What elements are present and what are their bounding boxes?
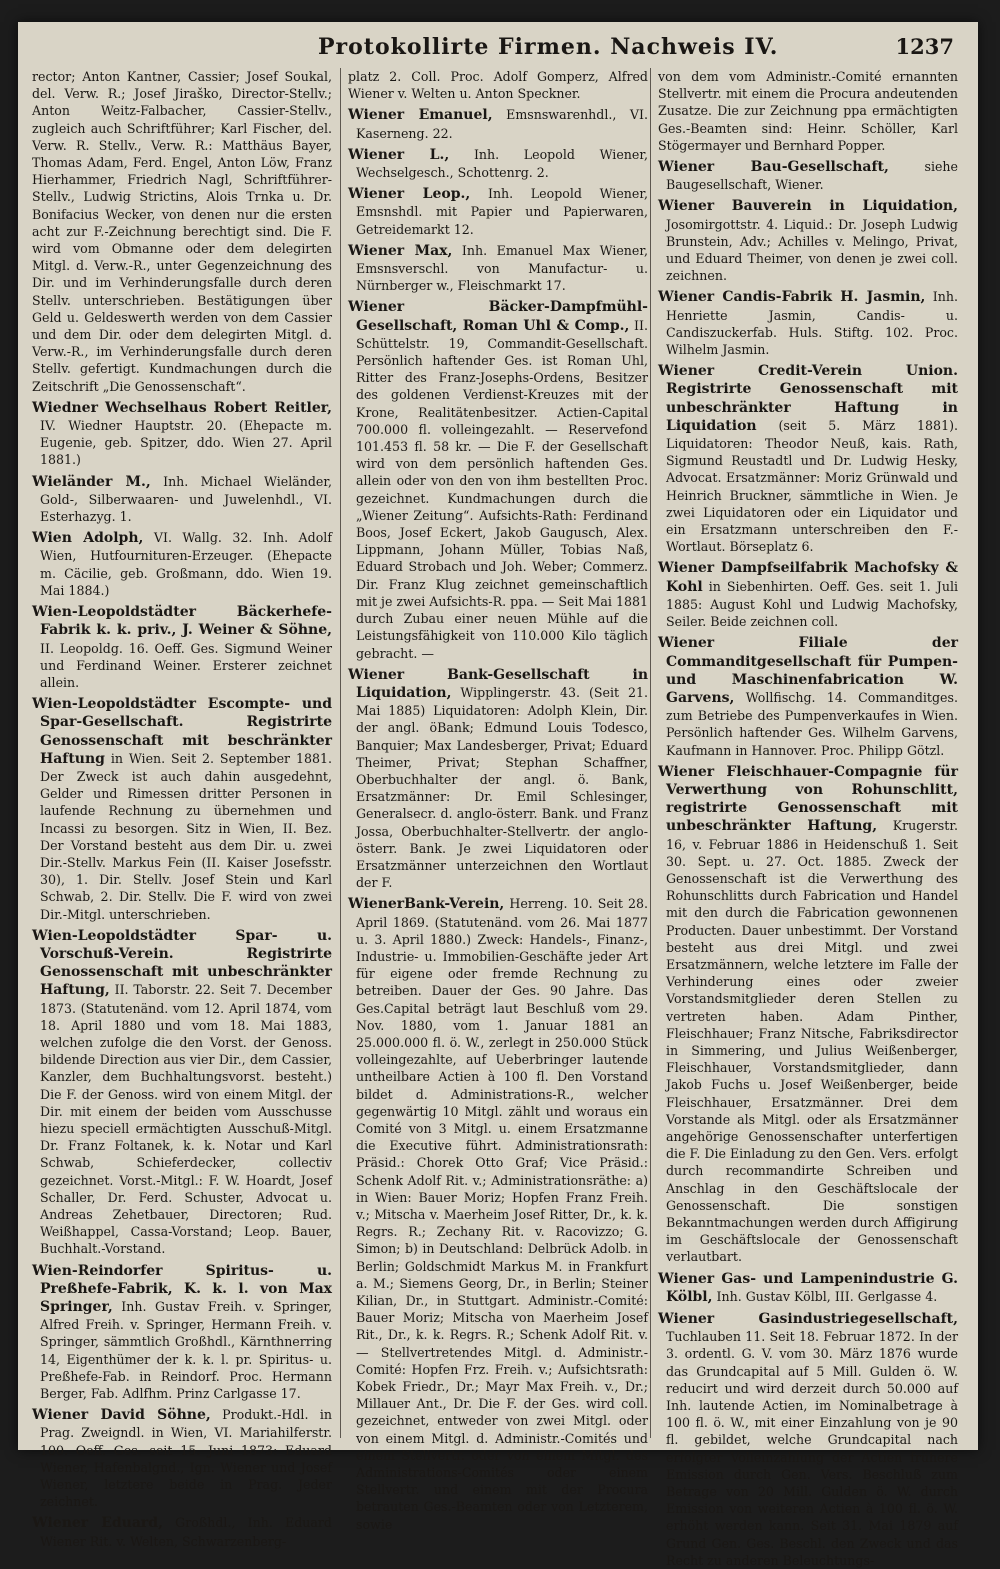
entry-text: II. Leopoldg. 16. Oeff. Ges. Sigmund Weiner und Ferdinand Weiner. Ersterer zeichnet allein. (40, 640, 332, 690)
firm-name: Wiener Filiale der Commanditgesellschaft für Pumpen- und Maschinenfabrication W. Garvens, (658, 635, 958, 706)
firm-entry (32, 603, 332, 691)
entry-text: IV. Wiedner Hauptstr. 20. (Ehepacte m. Eugenie, geb. Spitzer, ddo. Wien 27. April 1881.) (40, 418, 332, 468)
firm-name: Wieländer M., (32, 473, 151, 490)
firm-entry (32, 473, 332, 526)
firm-name: Wiedner Wechselhaus Robert Reitler, (32, 399, 332, 416)
firm-entry (658, 634, 958, 758)
entry-text: rector; Anton Kantner, Cassier; Josef Soukal, del. Verw. R.; Josef Jiraško, Director-Stellv.; Anton Weitz-Falbacher, Cassier-Stellv., zugleich auch Schriftführer; Karl Fischer, del. Verw. R. Stellv., Verw. R.: Matthäus Bayer, Thomas Adam, Ferd. Engel, Anton Löw, Franz Hierhammer, Friedrich Nagl, Schriftführer-Stellv., Ludwig Strictins, Alois Trnka u. Dr. Bonifacius Wecker, von denen nur die ersten acht zur F.-Zeichnung berechtigt sind. Die F. wird vom Obmanne oder dem delegirten Mitgl. d. Verw.-R., unter Gegenzeichnung des Dir. und im Verhinderungsfalle durch deren Stellv. unterschrieben. Bestätigungen über Geld u. Geldeswerth werden von dem Cassier und dem Dir. oder dem delegirten Mitgl. d. Verw.-R., im Verhinderungsfalle durch deren Stellv. gefertigt. Kundmachungen durch die Zeitschrift „Die Genossenschaft“. (32, 69, 332, 394)
entry-text: Krugerstr. 16, v. Februar 1886 in Heidenschuß 1. Seit 30. Sept. u. 27. Oct. 1885. Zweck der Genossenschaft ist die Verwerthung des Rohunschlitts durch Fabrication und Handel mit den durch die Fabrication gewonnenen Producten. Dauer unbestimmt. Der Vorstand besteht aus drei Mitgl. und zwei Ersatzmännern, welche letztere im Falle der Verhinderung eines oder zweier Vorstandsmitglieder deren Stellen zu vertreten haben. Adam Pinther, Fleischhauer; Franz Nitsche, Fabriksdirector in Simmering, und Julius Weißenberger, Fleischhauer, Vorstandsmitglieder, dann Jakob Fuchs u. Josef Weißenberger, beide Fleischhauer, Ersatzmänner. Drei dem Vorstande als Mitgl. oder als Ersatzmänner angehörige Genossenschafter unterfertigen die F. Die Einladung zu den Gen. Vers. erfolgt durch recommandirte Schreiben und Anschlag in den Geschäftslocale der Genossenschaft. Die sonstigen Bekanntmachungen werden durch Affigirung im Geschäftslocale der Genossenschaft verlautbart. (666, 818, 958, 1265)
entry-text: Großhdl., Inh. Eduard Wiener Rit. v. Welten, Schwarzenberg- (40, 1515, 332, 1549)
firm-entry (658, 362, 958, 555)
firm-name: Wiener Gas- und Lampenindustrie G. Kölbl, (658, 1270, 958, 1305)
firm-name: Wiener Leop., (348, 186, 471, 203)
entry-text: Wollfischg. 14. Commanditges. zum Betriebe des Pumpenverkaufes in Wien. Persönlich haftender Ges. Wilhelm Garvens, Kaufmann in Hannover. Proc. Philipp Götzl. (666, 689, 958, 758)
entry-text: Herreng. 10. Seit 28. April 1869. (Statutenänd. vom 26. Mai 1877 u. 3. April 1880.) Zweck: Handels-, Finanz-, Industrie- u. Immobilien-Geschäfte jeder Art für eigene oder fremde Rechnung zu betreiben. Dauer der Ges. 90 Jahre. Das Ges.Capital beträgt laut Beschluß vom 29. Nov. 1880, vom 1. Januar 1881 an 25.000.000 fl. ö. W., zerlegt in 250.000 Stück volleingezahlte, auf Ueberbringer lautende untheilbare Actien à 100 fl. Den Vorstand bildet d. Administrations-R., welcher gegenwärtig 10 Mitgl. zählt und woraus ein Comité von 3 Mitgl. u. einem Ersatzmanne die Executive führt. Administrationsrath: Präsid.: Chorek Otto Graf; Vice Präsid.: Schenk Adolf Rit. v.; Administrationsräthe: a) in Wien: Bauer Moriz; Hopfen Franz Freih. v.; Mitscha v. Maerheim Josef Ritter, Dr., k. k. Regrs. R.; Zechany Rit. v. Racovizzo; G. Simon; b) in Deutschland: Delbrück Adolb. in Berlin; Goldschmidt Markus M. in Frankfurt a. M.; Siemens Georg, Dr., in Berlin; Steiner Kilian, Dr., in Stuttgart. Administr.-Comité: Bauer Moriz; Mitscha von Maerheim Josef Rit., Dr., k. k. Regrs. R.; Schenk Adolf Rit. v. — Stellvertretendes Mitgl. d. Administr.-Comité: Hopfen Frz. Freih. v.; Aufsichtsrath: Kobek Friedr., Dr.; Mayr Max Freih. v., Dr.; Millauer Ant., Dr. Die F. der Ges. wird coll. gezeichnet, entweder von zwei Mitgl. oder von einem Mitgl. d. Administr.-Comités und einem Stellvertr. oder von einem Mitgl. des Administrations-Comités oder einem Stellvertr. und einem mit der Procura betrauten Ges.-Beamten oder von Letzterem, sowie (356, 896, 648, 1532)
entry-text: II. Taborstr. 22. Seit 7. December 1873. (Statutenänd. vom 12. April 1874, vom 18. April 1880 und vom 18. Mai 1883, welchen zufolge die den Vorst. der Genoss. bildende Direction aus vier Dir., dem Cassier, Kanzler, dem Buchhaltungsvorst. besteht.) Die F. der Genoss. wird von einem Mitgl. der Dir. mit einem der beiden vom Ausschusse hiezu speciell ermächtigten Ausschuß-Mitgl. Dr. Franz Foltanek, k. k. Notar und Karl Schwab, Schieferdecker, collectiv gezeichnet. Vorst.-Mitgl.: F. W. Hoardt, Josef Schaller, Dr. Ferd. Schuster, Advocat u. Andreas Zehetbauer, Directoren; Rud. Weißhappel, Cassa-Vorstand; Leop. Bauer, Buchhalt.-Vorstand. (40, 982, 332, 1257)
firm-name: Wiener David Söhne, (32, 1407, 211, 1424)
continued-entry (658, 68, 958, 154)
entry-text: Tuchlauben 11. Seit 18. Februar 1872. In der 3. ordentl. G. V. vom 30. März 1876 wurde das Grundcapital auf 5 Mill. Gulden ö. W. reducirt und wird derzeit durch 50.000 auf Inh. lautende Actien, im Nominalbetrage à 100 fl. ö. W., mit einer Einzahlung von je 90 fl. gebildet, welche Grundcapital nach erfolgter Volleinzahlung der Actien frühere Emission durch Gen. Vers. Beschluß zum Betrage von 20 Mill. Gulden ö. W. durch Emission von weiteren Actien à 100 fl. ö. W. erhöht werden kann. Seit 31. Mai 1879 auf Grund Gen. Ges. Beschl. den Zweck und das Recht zu anderen Beleuchtungs- (666, 1329, 958, 1568)
column-divider (340, 68, 341, 1438)
firm-entry (348, 185, 648, 238)
firm-name: WienerBank-Verein, (348, 896, 505, 913)
entry-text: Wipplingerstr. 43. (Seit 21. Mai 1885) Liquidatoren: Adolph Klein, Dir. der angl. öBank; Edmund Louis Todesco, Banquier; Max Landesberger, Privat; Eduard Theimer, Privat; Stephan Schaffner, Oberbuchhalter der angl. ö. Bank, Ersatzmänner: Dr. Emil Schlesinger, Generalsecr. d. anglo-österr. Bank. und Franz Jossa, Oberbuchhalter-Stellvertr. der anglo-österr. Bank. Je zwei Liquidatoren oder Ersatzmänner unterzeichnen den Wortlaut der F. (356, 684, 648, 891)
entry-text: Inh. Henriette Jasmin, Candis- u. Candiszuckerfab. Huls. Stiftg. 102. Proc. Wilhelm Jasmin. (666, 289, 958, 358)
firm-name: Wien-Leopoldstädter Spar- u. Vorschuß-Verein. Registrirte Genossenschaft mit unbeschränkter Haftung, (32, 927, 332, 999)
firm-entry (658, 1310, 958, 1569)
firm-name: Wiener Bäcker-Dampfmühl-Gesellschaft, Roman Uhl & Comp., (348, 299, 648, 334)
continued-entry (32, 68, 332, 395)
text-column-3 (658, 68, 958, 1568)
firm-name: Wiener Emanuel, (348, 107, 493, 124)
firm-name: Wiener Candis-Fabrik H. Jasmin, (658, 289, 926, 306)
firm-name: Wien Adolph, (32, 530, 144, 547)
entry-text: Inh. Emanuel Max Wiener, Emsnsverschl. von Manufactur- u. Nürnberger w., Fleischmarkt 17. (356, 242, 649, 294)
entry-text: Produkt.-Hdl. in Prag. Zweigndl. in Wien, VI. Mariahilferstr. 100. Oeff. Ges. seit 15. Juni 1873: Eduard Wiener, Hafenbalgnd., Ign. Wiener und Josef Wiener, letztere beide in Prag. Jeder zeichnet. (40, 1407, 332, 1510)
firm-entry (348, 242, 648, 295)
entry-text: platz 2. Coll. Proc. Adolf Gomperz, Alfred Wiener v. Welten u. Anton Speckner. (348, 69, 648, 102)
firm-entry (348, 106, 648, 141)
firm-name: Wiener L., (348, 146, 450, 163)
firm-name: Wiener Bank-Gesellschaft in Liquidation, (348, 666, 648, 701)
firm-entry (658, 197, 958, 284)
entry-text: von dem vom Administr.-Comité ernannten Stellvertr. mit einem die Procura andeutenden Zusatze. Die zur Zeichnung ppa ermächtigten Ges.-Beamten sind: Heinr. Schöller, Karl Stögermayer und Bernhard Popper. (658, 69, 958, 153)
page-header (18, 30, 978, 70)
entry-text: Inh. Leopold Wiener, Wechselgesch., Schottenrg. 2. (356, 146, 648, 181)
firm-entry (348, 895, 648, 1533)
firm-entry (658, 158, 958, 193)
entry-text: Inh. Michael Wieländer, Gold-, Silberwaaren- und Juwelenhdl., VI. Esterhazyg. 1. (40, 473, 332, 525)
firm-name: Wien-Leopoldstädter Escompte- und Spar-Gesellschaft. Registrirte Genossenschaft mit beschränkter Haftung (32, 696, 332, 767)
firm-entry (348, 666, 648, 892)
page-number: 1237 (895, 34, 954, 59)
firm-entry (32, 695, 332, 923)
entry-text: VI. Wallg. 32. Inh. Adolf Wien, Hutfournituren-Erzeuger. (Ehepacte m. Cäcilie, geb. Großmann, ddo. Wien 19. Mai 1884.) (40, 530, 332, 598)
firm-entry (32, 1514, 332, 1549)
continued-entry (348, 68, 648, 102)
entry-text: II. Schüttelstr. 19, Commandit-Gesellschaft. Persönlich haftender Ges. ist Roman Uhl, Ritter des Franz-Josephs-Ordens, Besitzer des goldenen Verdienst-Kreuzes mit der Krone, Realitätenbesitzer. Actien-Capital 700.000 fl. volleingezahlt. — Reservefond 101.453 fl. 58 kr. — Die F. der Gesellschaft wird von dem persönlich haftenden Ges. allein oder von den von ihm bestellten Proc. gezeichnet. Kundmachungen durch die „Wiener Zeitung“. Aufsichts-Rath: Ferdinand Boos, Josef Eckert, Jakob Gaugusch, Alex. Lippmann, Johann Müller, Tobias Naß, Eduard Strobach und Joh. Weber; Commerz. Dir. Franz Klug zeichnet gemeinschaftlich mit je zwei Aufsichts-R. ppa. — Seit Mai 1881 durch Zubau einer neuen Mühle auf die Leistungsfähigkeit von 110.000 Kilo täglich gebracht. — (356, 317, 648, 661)
firm-name: Wien-Leopoldstädter Bäckerhefe-Fabrik k. k. priv., J. Weiner & Söhne, (32, 604, 332, 639)
entry-text: Emsnswarenhdl., VI. Kaserneng. 22. (356, 107, 648, 141)
firm-entry (32, 399, 332, 469)
firm-name: Wien-Reindorfer Spiritus- u. Preßhefe-Fabrik, K. k. l. von Max Springer, (32, 1262, 332, 1316)
entry-text: Inh. Leopold Wiener, Emsnshdl. mit Papier und Papierwaren, Getreidemarkt 12. (356, 186, 648, 237)
firm-entry (32, 927, 332, 1258)
column-divider (650, 68, 651, 1438)
firm-entry (348, 146, 648, 181)
text-column-1 (32, 68, 332, 1549)
firm-entry (32, 1406, 332, 1510)
document-page (18, 22, 978, 1568)
firm-name: Wiener Bau-Gesellschaft, (658, 159, 889, 176)
entry-text: (seit 5. März 1881). Liquidatoren: Theodor Neuß, kais. Rath, Sigmund Reustadtl und Dr. Ludwig Hesky, Advocat. Ersatzmänner: Moriz Grünwald und Heinrich Bruckner, sämmtliche in Wien. Je zwei Liquidatoren oder ein Liquidator und ein Ersatzmann unterschreiben den F.-Wortlaut. Börseplatz 6. (666, 417, 958, 555)
text-column-2 (348, 68, 649, 1532)
entry-text: in Wien. Seit 2. September 1881. Der Zweck ist auch dahin ausgedehnt, Gelder und Rimessen dritter Personen in laufende Rechnung zu übernehmen und Incassi zu besorgen. Sitz in Wien, II. Bez. Der Vorstand besteht aus dem Dir. u. zwei Dir.-Stellv. Markus Fein (II. Kaiser Josefsstr. 30), 1. Dir. Stellv. Josef Stein und Karl Schwab, 2. Dir. Stellv. Die F. wird von zwei Dir.-Mitgl. unterschrieben. (40, 750, 332, 922)
firm-name: Wiener Eduard, (32, 1515, 163, 1532)
firm-entry (658, 559, 958, 630)
firm-name: Wiener Fleischhauer-Compagnie für Verwerthung von Rohunschlitt, registrirte Genossenschaft mit unbeschränkter Haftung, (658, 763, 958, 835)
firm-name: Wiener Dampfseilfabrik Machofsky & Kohl (658, 560, 958, 595)
firm-entry (32, 529, 332, 599)
firm-entry (658, 1270, 958, 1306)
entry-text: Inh. Gustav Kölbl, III. Gerlgasse 4. (716, 1288, 938, 1304)
firm-name: Wiener Gasindustriegesellschaft, (658, 1311, 958, 1328)
firm-entry (32, 1262, 332, 1403)
firm-entry (658, 288, 958, 358)
entry-text: Inh. Gustav Freih. v. Springer, Alfred Freih. v. Springer, Hermann Freih. v. Springer, sämmtlich Großhdl., Kärnthnerring 14, Eigenthümer der k. k. l. pr. Spiritus- u. Preßhefe-Fab. in Reindorf. Proc. Hermann Berger, Fab. Adlfhm. Prinz Carlgasse 17. (40, 1299, 332, 1402)
running-title: Protokollirte Firmen. Nachweis IV. (318, 34, 779, 60)
entry-text: in Siebenhirten. Oeff. Ges. seit 1. Juli 1885: August Kohl und Ludwig Machofsky, Seiler. Beide zeichnen coll. (666, 578, 958, 630)
firm-name: Wiener Credit-Verein Union. Registrirte Genossenschaft mit unbeschränkter Haftung in Liquidation (658, 363, 958, 434)
firm-name: Wiener Bauverein in Liquidation, (658, 198, 958, 215)
firm-name: Wiener Max, (348, 242, 453, 259)
firm-entry (348, 298, 648, 661)
entry-text: siehe Baugesellschaft, Wiener. (666, 159, 958, 193)
firm-entry (658, 763, 958, 1266)
entry-text: Josomirgottstr. 4. Liquid.: Dr. Joseph Ludwig Brunstein, Adv.; Achilles v. Melingo, Privat, und Eduard Theimer, von denen je zwei coll. zeichnen. (666, 216, 958, 284)
